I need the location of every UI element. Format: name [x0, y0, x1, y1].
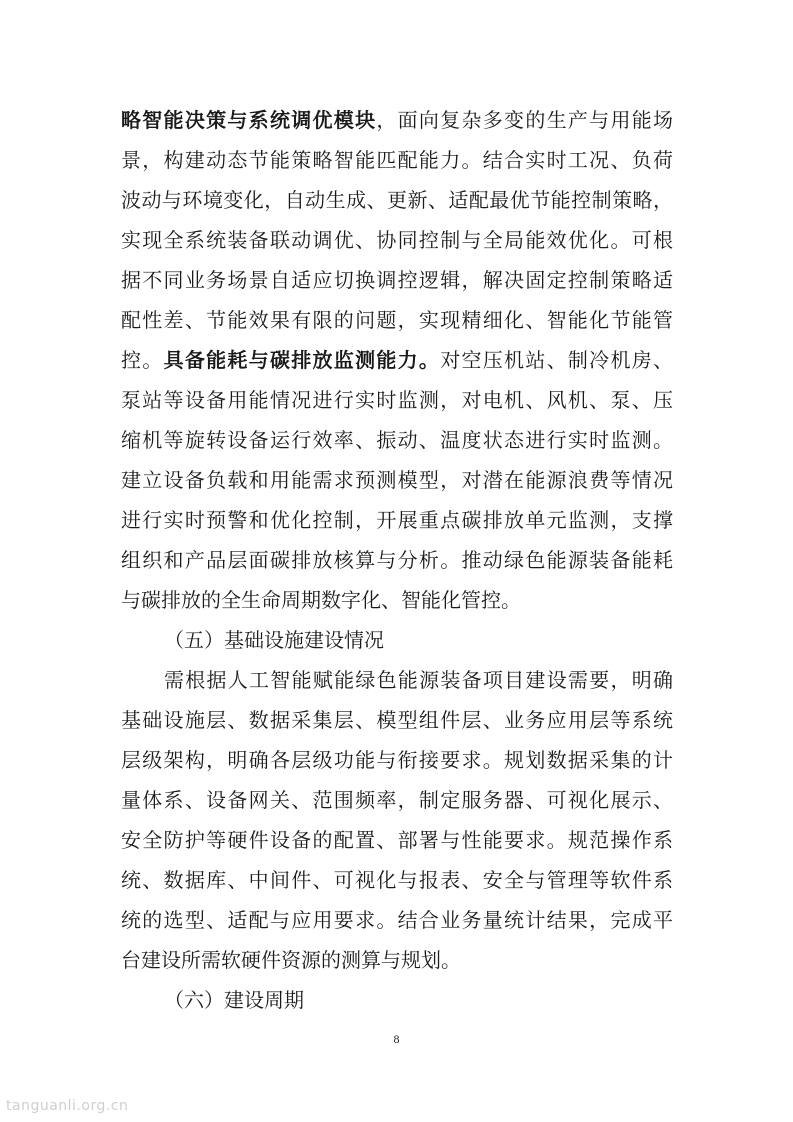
text-line: 量体系、设备网关、范围频率，制定服务器、可视化展示、 [121, 788, 673, 812]
bold-phrase: 具备能耗与碳排放监测能力。 [163, 348, 441, 372]
text-line: 泵站等设备用能情况进行实时监测，对电机、风机、泵、压 [121, 388, 673, 412]
text-line: 缩机等旋转设备运行效率、振动、温度状态进行实时监测。 [121, 428, 673, 452]
text-line [121, 340, 673, 380]
text-line: 需根据人工智能赋能绿色能源装备项目建设需要，明确 [164, 668, 673, 692]
bold-phrase: 略智能决策与系统调优模块 [121, 108, 377, 132]
text-line: 配性差、节能效果有限的问题，实现精细化、智能化节能管 [121, 308, 673, 332]
text-line: 进行实时预警和优化控制，开展重点碳排放单元监测，支撑 [121, 508, 673, 532]
text-line: 波动与环境变化，自动生成、更新、适配最优节能控制策略， [121, 188, 673, 212]
text-span: ，面向复杂多变的生产与用能场 [376, 108, 673, 132]
text-line: 安全防护等硬件设备的配置、部署与性能要求。规范操作系 [121, 828, 673, 852]
text-line: 与碳排放的全生命周期数字化、智能化管控。 [121, 588, 521, 612]
section-heading-6: （六）建设周期 [164, 988, 304, 1012]
text-line: 实现全系统装备联动调优、协同控制与全局能效优化。可根 [121, 228, 673, 252]
text-line: 组织和产品层面碳排放核算与分析。推动绿色能源装备能耗 [121, 548, 673, 572]
text-span: 对空压机站、制冷机房、 [440, 348, 673, 372]
watermark: tanguanli.org.cn [6, 1098, 129, 1114]
page-number: 8 [393, 1032, 400, 1046]
text-line [121, 100, 673, 140]
text-line: 据不同业务场景自适应切换调控逻辑，解决固定控制策略适 [121, 268, 673, 292]
text-line: 景，构建动态节能策略智能匹配能力。结合实时工况、负荷 [121, 148, 673, 172]
text-line: 台建设所需软硬件资源的测算与规划。 [121, 948, 461, 972]
text-line: 建立设备负载和用能需求预测模型，对潜在能源浪费等情况 [121, 468, 673, 492]
text-line: 基础设施层、数据采集层、模型组件层、业务应用层等系统 [121, 708, 673, 732]
text-line: 层级架构，明确各层级功能与衔接要求。规划数据采集的计 [121, 748, 673, 772]
text-line: 统、数据库、中间件、可视化与报表、安全与管理等软件系 [121, 868, 673, 892]
text-span: 控。 [121, 348, 164, 372]
section-heading-5: （五）基础设施建设情况 [164, 628, 384, 652]
text-line: 统的选型、适配与应用要求。结合业务量统计结果，完成平 [121, 908, 673, 932]
